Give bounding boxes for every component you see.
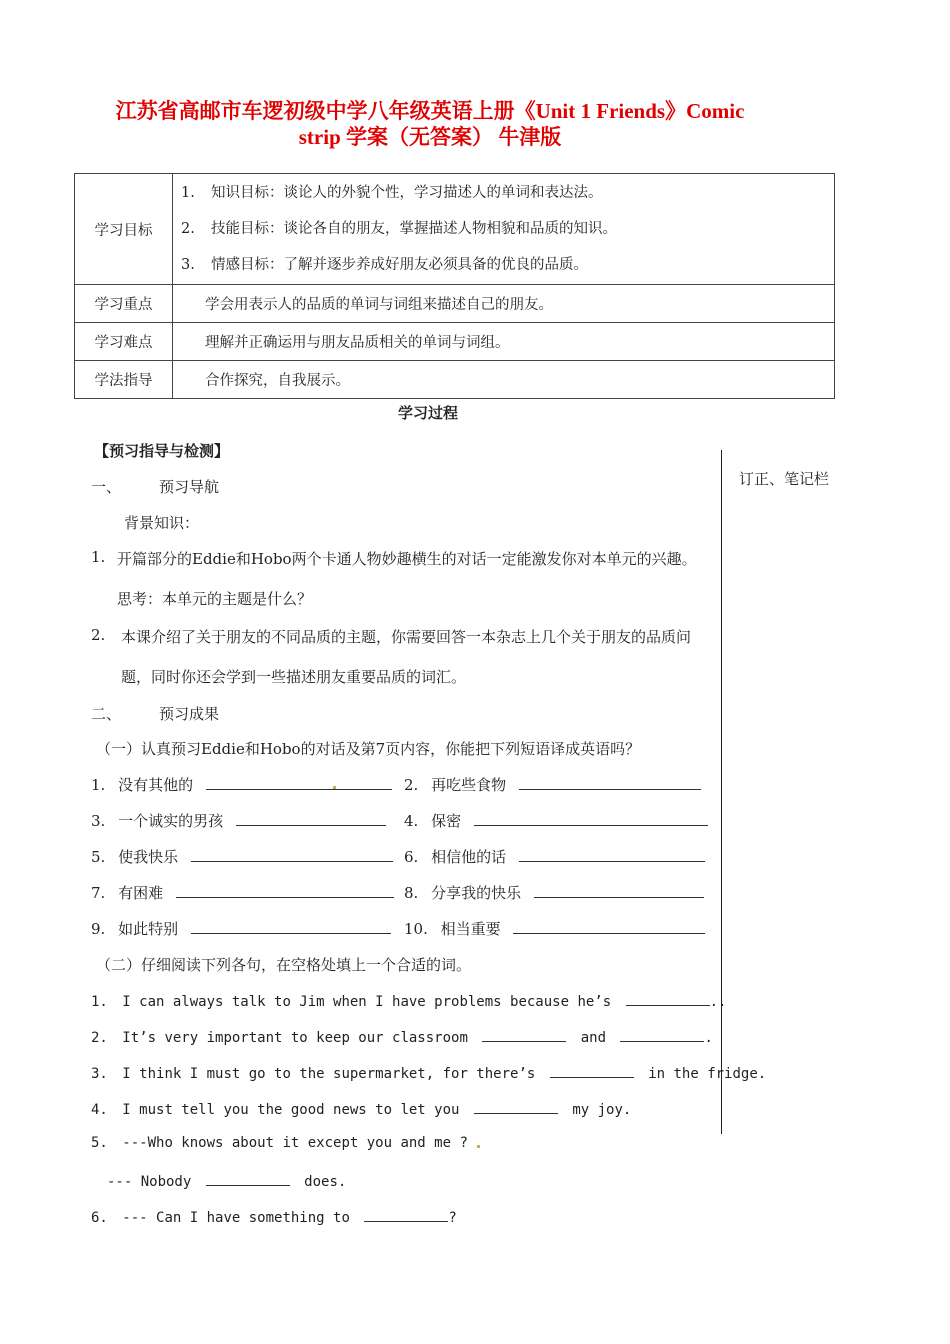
stray-mark [477, 1145, 480, 1148]
notes-divider [721, 450, 722, 1134]
answer-blank[interactable] [364, 1207, 448, 1222]
sentence-text: I must tell you the good news to let you [122, 1102, 460, 1118]
part2-title: 预习成果 [159, 705, 220, 723]
para1-number: 1. [91, 548, 106, 566]
answer-blank[interactable] [176, 883, 394, 898]
phrase-number: 9. [91, 920, 106, 938]
difficulties-label: 学习难点 [75, 323, 173, 361]
para2-line2: 题，同时你还会学到一些描述朋友重要品质的词汇。 [121, 668, 467, 686]
answer-blank[interactable] [191, 847, 393, 862]
goal-number: 1. [181, 185, 195, 201]
sentence-text: in the fridge. [648, 1066, 767, 1082]
sentence-text: I can always talk to Jim when I have problems because he’s [122, 994, 612, 1010]
goal-number: 2. [181, 221, 195, 237]
phrase-number: 6. [404, 848, 419, 866]
page-title-line2: strip 学案（无答案） 牛津版 [298, 125, 562, 149]
part2-number: 二、 [91, 705, 122, 723]
goal-item [173, 247, 834, 283]
sentence-6 [91, 1207, 457, 1226]
phrase-number: 10. [404, 920, 428, 938]
key-points-cell [173, 285, 835, 323]
answer-blank[interactable] [513, 919, 705, 934]
phrase-text: 使我快乐 [118, 848, 179, 866]
answer-blank[interactable] [482, 1027, 566, 1042]
answer-blank[interactable] [474, 1099, 558, 1114]
difficulties-cell [173, 323, 835, 361]
goals-label: 学习目标 [75, 174, 173, 285]
answer-blank[interactable] [191, 919, 391, 934]
notes-label: 订正、笔记栏 [739, 470, 830, 488]
phrase-item [91, 918, 391, 939]
phrase-text: 有困难 [118, 884, 164, 902]
answer-blank[interactable] [626, 991, 710, 1006]
sentence-text: --- Nobody [107, 1174, 192, 1190]
exercise1-title: （一）认真预习Eddie和Hobo的对话及第7页内容，你能把下列短语译成英语吗？ [96, 740, 641, 758]
learning-goals-table [74, 173, 835, 399]
phrase-number: 1. [91, 776, 106, 794]
phrase-item [404, 882, 704, 903]
exercise2-title: （二）仔细阅读下列各句，在空格处填上一个合适的词。 [96, 956, 472, 974]
difficulties-row [75, 323, 835, 361]
goal-text: 知识目标：谈论人的外貌个性，学习描述人的单词和表达法。 [211, 185, 603, 201]
sentence-5-reply [107, 1171, 346, 1190]
background-label: 背景知识： [124, 514, 200, 532]
sentence-punct: . [704, 1030, 713, 1046]
phrase-number: 2. [404, 776, 419, 794]
process-heading: 学习过程 [398, 404, 459, 422]
phrase-item [91, 846, 393, 867]
answer-blank[interactable] [534, 883, 704, 898]
answer-blank[interactable] [550, 1063, 634, 1078]
phrase-number: 7. [91, 884, 106, 902]
section-heading: 【预习指导与检测】 [94, 442, 230, 460]
stray-mark [333, 786, 336, 789]
goal-item [173, 211, 834, 247]
sentence-number: 4. [91, 1102, 108, 1118]
sentence-number: 5. [91, 1135, 108, 1151]
key-points-label: 学习重点 [75, 285, 173, 323]
method-text: 合作探究，自我展示。 [205, 373, 350, 389]
goal-item [173, 175, 834, 211]
sentence-2 [91, 1027, 713, 1046]
para2-number: 2. [91, 626, 106, 644]
phrase-text: 相当重要 [440, 920, 501, 938]
sentence-number: 2. [91, 1030, 108, 1046]
phrase-number: 5. [91, 848, 106, 866]
phrase-number: 3. [91, 812, 106, 830]
sentence-text: ---Who knows about it except you and me ? [122, 1135, 468, 1151]
sentence-1 [91, 991, 726, 1010]
phrase-text: 保密 [431, 812, 462, 830]
phrase-text: 分享我的快乐 [431, 884, 522, 902]
answer-blank[interactable] [620, 1027, 704, 1042]
phrase-text: 一个诚实的男孩 [118, 812, 224, 830]
phrase-text: 如此特别 [118, 920, 179, 938]
para2-line1: 本课介绍了关于朋友的不同品质的主题，你需要回答一本杂志上几个关于朋友的品质问 [121, 628, 692, 646]
goal-text: 技能目标：谈论各自的朋友，掌握描述人物相貌和品质的知识。 [211, 221, 617, 237]
key-points-text: 学会用表示人的品质的单词与词组来描述自己的朋友。 [205, 297, 553, 313]
sentence-punct: .. [709, 994, 727, 1010]
sentence-number: 1. [91, 994, 108, 1010]
phrase-number: 4. [404, 812, 419, 830]
phrase-item [91, 810, 386, 831]
method-row [75, 361, 835, 399]
difficulties-text: 理解并正确运用与朋友品质相关的单词与词组。 [205, 335, 510, 351]
key-points-row [75, 285, 835, 323]
phrase-text: 相信他的话 [431, 848, 507, 866]
part1-title: 预习导航 [159, 478, 220, 496]
method-cell [173, 361, 835, 399]
phrase-text: 没有其他的 [118, 776, 194, 794]
answer-blank[interactable] [206, 775, 392, 790]
phrase-text: 再吃些食物 [431, 776, 507, 794]
page-title-line1: 江苏省高邮市车逻初级中学八年级英语上册《Unit 1 Friends》Comic [115, 99, 745, 123]
sentence-5 [91, 1135, 468, 1151]
phrase-item [91, 774, 392, 795]
phrase-number: 8. [404, 884, 419, 902]
goals-row [75, 174, 835, 285]
answer-blank[interactable] [206, 1171, 290, 1186]
phrase-item [404, 774, 701, 795]
method-label: 学法指导 [75, 361, 173, 399]
part1-number: 一、 [91, 478, 122, 496]
phrase-item [404, 918, 705, 939]
sentence-text: I think I must go to the supermarket, for there’s [122, 1066, 536, 1082]
sentence-text: my joy. [572, 1102, 632, 1118]
phrase-item [91, 882, 394, 903]
sentence-text: It’s very important to keep our classroom [122, 1030, 468, 1046]
goal-text: 情感目标：了解并逐步养成好朋友必须具备的优良的品质。 [211, 257, 588, 273]
sentence-3 [91, 1063, 766, 1082]
sentence-text: does. [304, 1174, 347, 1190]
answer-blank[interactable] [236, 811, 386, 826]
para1-question: 思考：本单元的主题是什么？ [117, 590, 313, 608]
answer-blank[interactable] [519, 847, 705, 862]
answer-blank[interactable] [474, 811, 708, 826]
sentence-text: and [580, 1030, 607, 1046]
sentence-text: --- Can I have something to [122, 1210, 350, 1226]
para1-text: 开篇部分的Eddie和Hobo两个卡通人物妙趣横生的对话一定能激发你对本单元的兴趣。 [117, 550, 697, 568]
sentence-punct: ? [448, 1210, 457, 1226]
sentence-number: 6. [91, 1210, 108, 1226]
phrase-item [404, 846, 705, 867]
goals-cell [173, 174, 835, 285]
sentence-number: 3. [91, 1066, 108, 1082]
sentence-4 [91, 1099, 631, 1118]
goal-number: 3. [181, 257, 195, 273]
answer-blank[interactable] [519, 775, 701, 790]
phrase-item [404, 810, 708, 831]
